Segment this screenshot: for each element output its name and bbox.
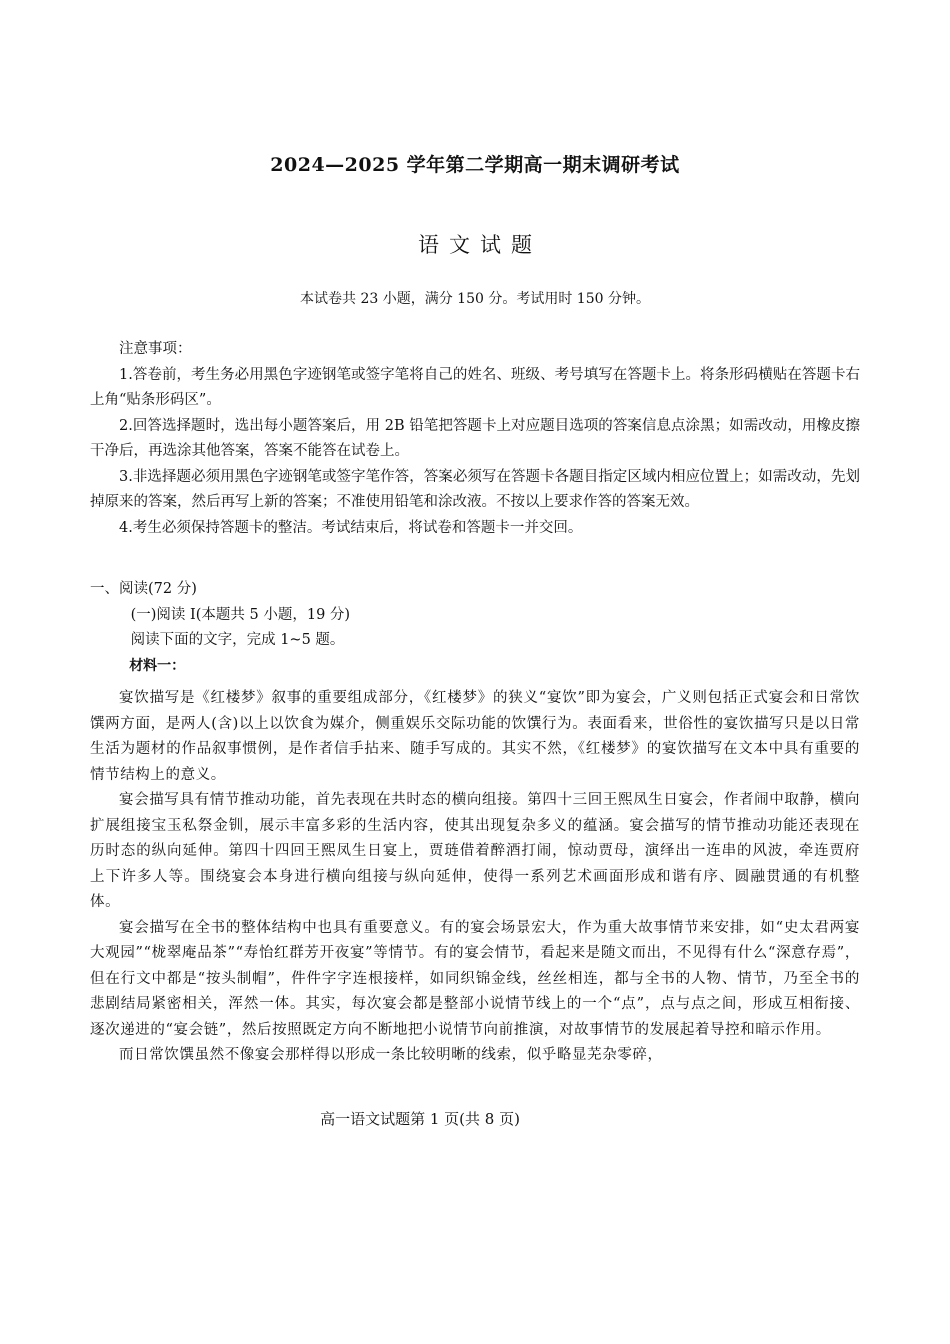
reading-instruction: 阅读下面的文字，完成 1~5 题。 xyxy=(130,632,345,648)
page-footer: 高一语文试题第 1 页(共 8 页) xyxy=(320,1110,520,1128)
article-paragraph-4: 而日常饮馔虽然不像宴会那样得以形成一条比较明晰的线索，似乎略显芜杂零碎， xyxy=(119,1047,663,1063)
notice-heading: 注意事项： xyxy=(119,341,192,357)
exam-info: 本试卷共 23 小题，满分 150 分。考试用时 150 分钟。 xyxy=(300,291,650,307)
notice-section xyxy=(90,337,860,541)
subject-title: 语文试题 xyxy=(418,233,542,257)
notice-item-1: 1.答卷前，考生务必用黑色字迹钢笔或签字笔将自己的姓名、班级、考号填写在答题卡上。将条形码横贴在答题卡右上角“贴条形码区”。 xyxy=(90,366,860,408)
article-paragraph-3: 宴会描写在全书的整体结构中也具有重要意义。有的宴会场景宏大，作为重大故事情节来安排，如“史太君两宴大观园”“栊翠庵品茶”“寿怡红群芳开夜宴”等情节。有的宴会情节，看起来是随文而出，不见得有什么“深意存焉”，但在行文中都是“按头制帽”，件件字字连根接样，如同织锦金线，丝丝相连，都与全书的人物、情节，乃至全书的悲剧结局紧密相关，浑然一体。其实，每次宴会都是整部小说情节线上的一个“点”，点与点之间，形成互相衔接、逐次递进的“宴会链”，然后按照既定方向不断地把小说情节向前推演，对故事情节的发展起着导控和暗示作用。 xyxy=(90,919,860,1038)
article-paragraph-1: 宴饮描写是《红楼梦》叙事的重要组成部分，《红楼梦》的狭义“宴饮”即为宴会，广义则包括正式宴会和日常饮馔两方面，是两人(含)以上以饮食为媒介，侧重娱乐交际功能的饮馔行为。表面看来，世俗性的宴饮描写只是以日常生活为题材的作品叙事惯例，是作者信手拈来、随手写成的。其实不然，《红楼梦》的宴饮描写在文本中具有重要的情节结构上的意义。 xyxy=(90,690,860,783)
subsection-title: (一)阅读 I(本题共 5 小题，19 分) xyxy=(130,606,351,623)
notice-item-3: 3.非选择题必须用黑色字迹钢笔或签字笔作答，答案必须写在答题卡各题目指定区域内相应位置上；如需改动，先划掉原来的答案，然后再写上新的答案；不准使用铅笔和涂改液。不按以上要求作答的答案无效。 xyxy=(90,468,860,510)
reading-section-header xyxy=(90,577,860,679)
notice-item-2: 2.回答选择题时，选出每小题答案后，用 2B 铅笔把答题卡上对应题目选项的答案信息点涂黑；如需改动，用橡皮擦干净后，再选涂其他答案，答案不能答在试卷上。 xyxy=(90,417,860,459)
notice-item-4: 4.考生必须保持答题卡的整洁。考试结束后，将试卷和答题卡一并交回。 xyxy=(119,519,583,536)
article-paragraph-2: 宴会描写具有情节推动功能，首先表现在共时态的横向组接。第四十三回王熙凤生日宴会，作者闹中取静，横向扩展组接宝玉私祭金钏，展示丰富多彩的生活内容，使其出现复杂多义的蕴涵。宴会描写的情节推动功能还表现在历时态的纵向延伸。第四十四回王熙凤生日宴上，贾琏借着醉酒打闹，惊动贾母，演绎出一连串的风波，牵连贾府上下许多人等。围绕宴会本身进行横向组接与纵向延伸，使得一系列艺术画面形成和谐有序、圆融贯通的有机整体。 xyxy=(90,792,860,910)
exam-title: 2024—2025 学年第二学期高一期末调研考试 xyxy=(270,154,680,176)
section-title: 一、阅读(72 分) xyxy=(90,581,197,597)
article-body xyxy=(90,686,860,1069)
material-label: 材料一： xyxy=(129,657,186,674)
